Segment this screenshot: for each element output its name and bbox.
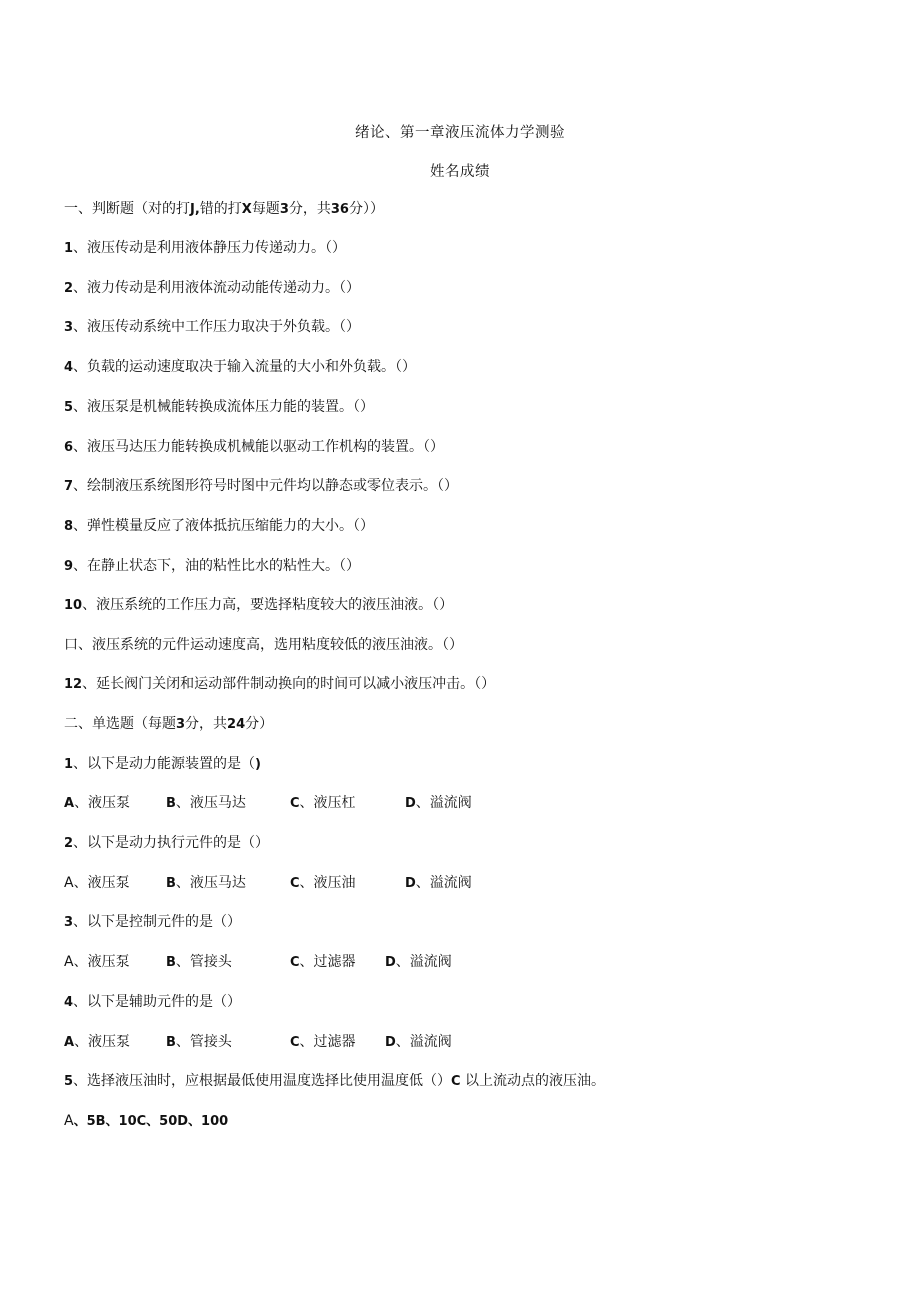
true-false-item: 12、延长阀门关闭和运动部件制动换向的时间可以减小液压冲击。（）: [64, 676, 496, 692]
q4-option-b: B、管接头: [166, 1034, 232, 1050]
true-false-item: 4、负载的运动速度取决于输入流量的大小和外负载。（）: [64, 359, 417, 375]
section2-heading: 二、单选题（每题3分，共24分）: [64, 716, 274, 732]
name-score-line: 姓名成绩: [430, 164, 490, 180]
true-false-item: 6、液压马达压力能转换成机械能以驱动工作机构的装置。（）: [64, 439, 445, 455]
q3-option-b: B、管接头: [166, 954, 232, 970]
document-title: 绪论、第一章液压流体力学测验: [355, 125, 565, 141]
true-false-item: 8、弹性模量反应了液体抵抗压缩能力的大小。（）: [64, 518, 375, 534]
question-1: 1、以下是动力能源装置的是（): [64, 756, 261, 772]
question-2: 2、以下是动力执行元件的是（）: [64, 835, 270, 851]
q4-option-a: A、液压泵: [64, 1034, 131, 1050]
question-4: 4、以下是辅助元件的是（）: [64, 994, 242, 1010]
true-false-item: 7、绘制液压系统图形符号时图中元件均以静态或零位表示。（）: [64, 478, 459, 494]
true-false-item: 9、在静止状态下，油的粘性比水的粘性大。（）: [64, 558, 361, 574]
q2-option-c: C、液压油: [290, 875, 356, 891]
true-false-item: 2、液力传动是利用液体流动动能传递动力。（）: [64, 280, 361, 296]
q3-option-d: D、溢流阀: [385, 954, 452, 970]
question-5: 5、选择液压油时，应根据最低使用温度选择比使用温度低（）C 以上流动点的液压油。: [64, 1073, 606, 1089]
q2-option-b: B、液压马达: [166, 875, 246, 891]
true-false-item: 1、液压传动是利用液体静压力传递动力。（）: [64, 240, 347, 256]
true-false-item: 口、液压系统的元件运动速度高，选用粘度较低的液压油液。（）: [64, 637, 463, 653]
question-3: 3、以下是控制元件的是（）: [64, 914, 242, 930]
true-false-item: 3、液压传动系统中工作压力取决于外负载。（）: [64, 319, 361, 335]
q4-option-d: D、溢流阀: [385, 1034, 452, 1050]
q5-options: A、5B、10C、50D、100: [64, 1113, 229, 1129]
q3-option-a: A、液压泵: [64, 954, 130, 970]
q2-option-d: D、溢流阀: [405, 875, 472, 891]
q3-option-c: C、过滤器: [290, 954, 356, 970]
q4-option-c: C、过滤器: [290, 1034, 356, 1050]
q1-option-c: C、液压杠: [290, 795, 356, 811]
section1-heading: 一、判断题（对的打J,错的打X每题3分，共36分））: [64, 201, 384, 217]
true-false-item: 10、液压系统的工作压力高，要选择粘度较大的液压油液。（）: [64, 597, 454, 613]
true-false-item: 5、液压泵是机械能转换成流体压力能的装置。（）: [64, 399, 375, 415]
q1-option-b: B、液压马达: [166, 795, 246, 811]
q1-option-d: D、溢流阀: [405, 795, 472, 811]
q2-option-a: A、液压泵: [64, 875, 130, 891]
q1-option-a: A、液压泵: [64, 795, 131, 811]
